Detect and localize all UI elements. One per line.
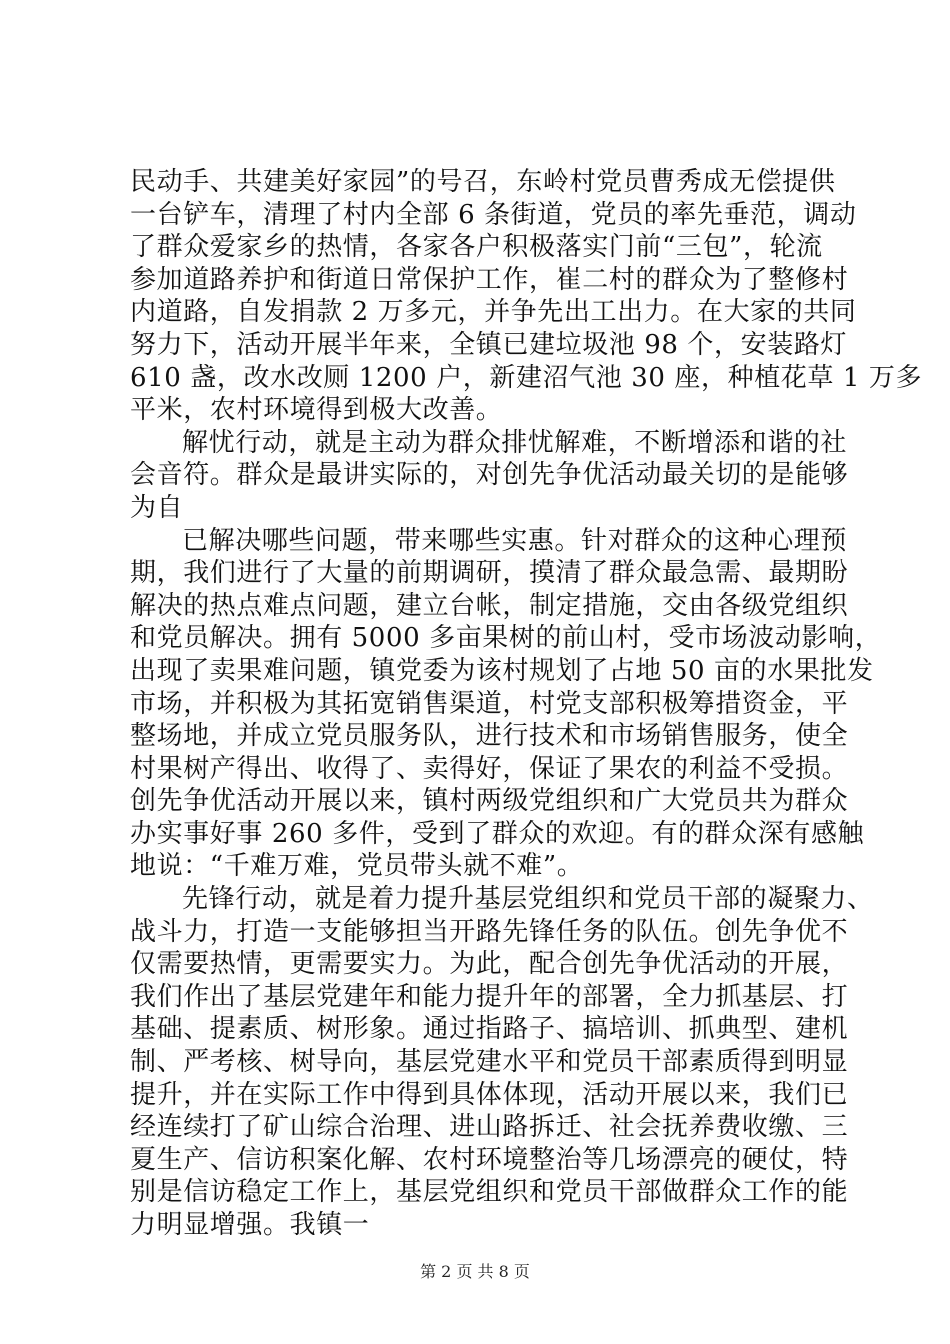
text-line: 我们作出了基层党建年和能力提升年的部署，全力抓基层、打 bbox=[130, 981, 849, 1012]
text-line: 先锋行动，就是着力提升基层党组织和党员干部的凝聚力、 bbox=[182, 884, 874, 915]
text-line: 夏生产、信访积案化解、农村环境整治等几场漂亮的硬仗，特 bbox=[130, 1144, 849, 1175]
text-line: 创先争优活动开展以来，镇村两级党组织和广大党员共为群众 bbox=[130, 786, 849, 817]
text-line: 力明显增强。我镇一 bbox=[130, 1210, 370, 1240]
document-body bbox=[130, 166, 923, 1242]
text-line: 会音符。群众是最讲实际的，对创先争优活动最关切的是能够 bbox=[130, 460, 849, 491]
text-line: 村果树产得出、收得了、卖得好，保证了果农的利益不受损。 bbox=[130, 753, 849, 784]
text-line: 和党员解决。拥有 5000 多亩果树的前山村，受市场波动影响， bbox=[130, 623, 882, 654]
text-line: 解忧行动，就是主动为群众排忧解难，不断增添和谐的社 bbox=[182, 427, 848, 458]
text-line: 了群众爱家乡的热情，各家各户积极落实门前“三包”，轮流 bbox=[130, 232, 823, 263]
page-number-footer: 第 2 页 共 8 页 bbox=[420, 1262, 530, 1281]
text-line: 民动手、共建美好家园”的号召，东岭村党员曹秀成无偿提供 bbox=[130, 167, 836, 197]
text-line: 努力下，活动开展半年来，全镇已建垃圾池 98 个，安装路灯 bbox=[130, 329, 848, 360]
text-line: 办实事好事 260 多件，受到了群众的欢迎。有的群众深有感触 bbox=[130, 818, 865, 849]
text-line: 制、严考核、树导向，基层党建水平和党员干部素质得到明显 bbox=[130, 1047, 849, 1078]
text-line: 一台铲车，清理了村内全部 6 条街道，党员的率先垂范，调动 bbox=[130, 199, 857, 230]
text-line: 地说：“千难万难，党员带头就不难”。 bbox=[130, 851, 584, 882]
text-line: 整场地，并成立党员服务队，进行技术和市场销售服务，使全 bbox=[130, 721, 849, 752]
text-line: 经连续打了矿山综合治理、进山路拆迁、社会抚养费收缴、三 bbox=[130, 1112, 849, 1143]
text-line: 平米，农村环境得到极大改善。 bbox=[130, 395, 503, 426]
text-line: 战斗力，打造一支能够担当开路先锋任务的队伍。创先争优不 bbox=[130, 916, 849, 947]
text-line: 别是信访稳定工作上，基层党组织和党员干部做群众工作的能 bbox=[130, 1177, 849, 1208]
text-line: 基础、提素质、树形象。通过指路子、搞培训、抓典型、建机 bbox=[130, 1014, 849, 1045]
text-line: 仅需要热情，更需要实力。为此，配合创先争优活动的开展， bbox=[130, 949, 849, 980]
text-line: 解决的热点难点问题，建立台帐，制定措施，交由各级党组织 bbox=[130, 590, 849, 621]
text-line: 610 盏，改水改厕 1200 户，新建沼气池 30 座，种植花草 1 万多 bbox=[130, 362, 923, 393]
text-line: 提升，并在实际工作中得到具体体现，活动开展以来，我们已 bbox=[130, 1079, 849, 1110]
text-line: 已解决哪些问题，带来哪些实惠。针对群众的这种心理预 bbox=[182, 525, 848, 556]
text-line: 期，我们进行了大量的前期调研，摸清了群众最急需、最期盼 bbox=[130, 558, 849, 589]
text-line: 内道路，自发捐款 2 万多元，并争先出工出力。在大家的共同 bbox=[130, 297, 857, 328]
text-line: 为自 bbox=[130, 492, 184, 523]
text-line: 参加道路养护和街道日常保护工作，崔二村的群众为了整修村 bbox=[130, 264, 849, 295]
text-line: 市场，并积极为其拓宽销售渠道，村党支部积极筹措资金，平 bbox=[130, 688, 849, 719]
text-line: 出现了卖果难问题，镇党委为该村规划了占地 50 亩的水果批发 bbox=[130, 655, 874, 686]
